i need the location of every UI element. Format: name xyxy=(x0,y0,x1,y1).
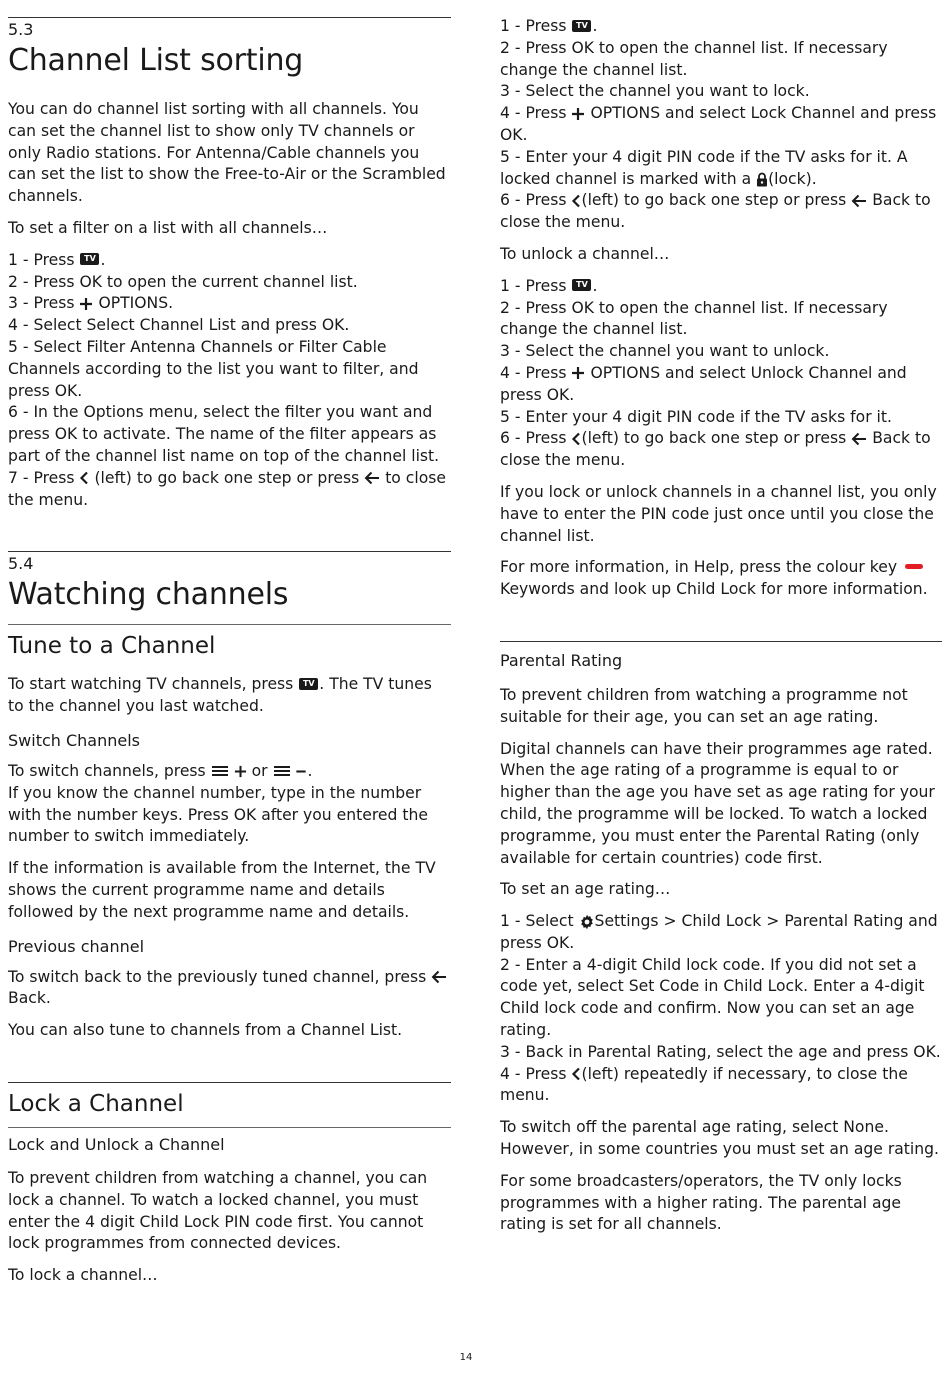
paragraph: For some broadcasters/operators, the TV only locks programmes with a higher rating. The parental age rating is set for all channels. xyxy=(500,1171,902,1234)
paragraph: To set a filter on a list with all channels… xyxy=(8,218,328,237)
step-list xyxy=(8,250,451,512)
paragraph: You can also tune to channels from a Channel List. xyxy=(8,1021,403,1040)
paragraph: For more information, in Help, press the colour key Keywords and look up Child Lock for more information. xyxy=(500,558,928,599)
section-title: Channel List sorting xyxy=(8,43,304,78)
paragraph: To prevent children from watching a channel, you can lock a channel. To watch a locked channel, you must enter the 4 digit Child Lock PIN code first. You cannot lock programmes from connected devices. xyxy=(8,1168,428,1253)
section-number: 5.3 xyxy=(8,20,34,39)
step: 6 - Press (left) to go back one step or press Back to close the menu. xyxy=(500,429,931,470)
step: 5 - Enter your 4 digit PIN code if the TV asks for it. xyxy=(500,407,892,426)
step: 3 - Select the channel you want to unlock. xyxy=(500,342,830,361)
lock-icon xyxy=(756,172,768,187)
subsection-title: Tune to a Channel xyxy=(8,633,216,660)
subheading: Parental Rating xyxy=(500,650,623,670)
paragraph: To prevent children from watching a programme not suitable for their age, you can set an age rating. xyxy=(500,685,908,726)
paragraph: If you lock or unlock channels in a channel list, you only have to enter the PIN code just once until you close the channel list. xyxy=(500,482,937,545)
list-icon xyxy=(273,764,291,778)
step: 4 - Select Select Channel List and press OK. xyxy=(8,316,350,335)
step: 7 - Press (left) to go back one step or press to close the menu. xyxy=(8,468,446,509)
subsection-divider xyxy=(8,624,451,625)
subheading: Lock and Unlock a Channel xyxy=(8,1134,225,1154)
page-number: 14 xyxy=(459,1352,473,1363)
section-number: 5.4 xyxy=(8,554,34,574)
plus-icon xyxy=(79,297,93,311)
step: 2 - Enter a 4-digit Child lock code. If you did not set a code yet, select Set Code in Child Lock. Enter a 4-digit Child lock code and confirm. Now you can set an age rating. xyxy=(500,955,925,1040)
minus-icon xyxy=(295,765,307,778)
step: 2 - Press OK to open the current channel list. xyxy=(8,272,358,291)
step: 2 - Press OK to open the channel list. If necessary change the channel list. xyxy=(500,298,888,339)
step: 1 - Select Settings > Child Lock > Parental Rating and press OK. xyxy=(500,912,938,952)
step: 3 - Press OPTIONS. xyxy=(8,294,174,313)
section-divider xyxy=(8,551,451,552)
tv-key-icon: TV xyxy=(572,279,591,291)
subsection-divider xyxy=(8,1127,451,1128)
step: 6 - In the Options menu, select the filter you want and press OK to activate. The name of the filter appears as part of the channel list name on top of the channel list. xyxy=(8,403,440,465)
plus-icon xyxy=(234,765,247,778)
step: 5 - Enter your 4 digit PIN code if the TV asks for it. A locked channel is marked with a (lock). xyxy=(500,147,908,188)
chevron-left-icon xyxy=(571,1067,581,1081)
step: 6 - Press (left) to go back one step or press Back to close the menu. xyxy=(500,191,931,232)
paragraph: To unlock a channel… xyxy=(500,244,670,263)
paragraph: To lock a channel… xyxy=(8,1266,158,1285)
list-icon xyxy=(211,764,229,778)
subheading: Previous channel xyxy=(8,936,145,956)
paragraph: To start watching TV channels, press TV . The TV tunes to the channel you last watched. xyxy=(8,675,432,716)
step-list xyxy=(500,911,943,1107)
chevron-left-icon xyxy=(571,194,581,208)
gear-icon xyxy=(579,914,595,930)
red-colour-key-icon xyxy=(905,564,923,569)
tv-key-icon: TV xyxy=(299,678,318,690)
paragraph: You can do channel list sorting with all channels. You can set the channel list to show only TV channels or only Radio stations. For Antenna/Cable channels you can set the list to show the Free-to-Air or the Scrambled channels. xyxy=(8,100,446,206)
step: 4 - Press OPTIONS and select Lock Channel and press OK. xyxy=(500,104,937,144)
left-column xyxy=(8,0,451,1287)
step: 2 - Press OK to open the channel list. If necessary change the channel list. xyxy=(500,38,888,79)
step: 3 - Back in Parental Rating, select the age and press OK. xyxy=(500,1042,941,1061)
step: 1 - Press TV . xyxy=(8,250,106,269)
back-arrow-icon xyxy=(851,194,867,208)
section-title: Watching channels xyxy=(8,577,289,613)
tv-key-icon: TV xyxy=(572,20,591,32)
paragraph: To set an age rating… xyxy=(500,880,671,899)
subheading: Switch Channels xyxy=(8,730,141,750)
back-arrow-icon xyxy=(431,970,447,984)
step: 5 - Select Filter Antenna Channels or Filter Cable Channels according to the list you want to filter, and press OK. xyxy=(8,337,419,400)
step-list xyxy=(500,276,943,472)
step: 4 - Press (left) repeatedly if necessary, to close the menu. xyxy=(500,1064,908,1105)
chevron-left-icon xyxy=(79,471,89,485)
step: 1 - Press TV . xyxy=(500,276,598,295)
right-column xyxy=(500,0,943,1236)
paragraph: To switch off the parental age rating, select None. However, in some countries you must set an age rating. xyxy=(500,1118,939,1159)
subsection-divider xyxy=(500,641,942,642)
paragraph: To switch channels, press or . xyxy=(8,761,313,780)
step: 3 - Select the channel you want to lock. xyxy=(500,82,810,101)
section-divider xyxy=(8,17,451,18)
tv-key-icon: TV xyxy=(80,253,99,265)
plus-icon xyxy=(571,366,585,380)
paragraph: If you know the channel number, type in the number with the number keys. Press OK after you entered the number to switch immediately. xyxy=(8,783,428,846)
chevron-left-icon xyxy=(571,432,581,446)
step: 4 - Press OPTIONS and select Unlock Channel and press OK. xyxy=(500,363,907,404)
paragraph: Digital channels can have their programmes age rated. When the age rating of a programme is equal to or higher than the age you have set as age rating for your child, the programme will be locked. To watch a locked programme, you must enter the Parental Rating (only available for certain countries) code first. xyxy=(500,739,935,867)
step-list xyxy=(500,16,943,234)
back-arrow-icon xyxy=(364,471,380,485)
plus-icon xyxy=(571,107,585,121)
subsection-divider xyxy=(8,1082,451,1083)
paragraph: To switch back to the previously tuned channel, press Back. xyxy=(8,967,451,1011)
paragraph: If the information is available from the Internet, the TV shows the current programme name and details followed by the next programme name and details. xyxy=(8,859,436,921)
step: 1 - Press TV . xyxy=(500,17,598,35)
subsection-title: Lock a Channel xyxy=(8,1090,184,1117)
back-arrow-icon xyxy=(851,432,867,446)
